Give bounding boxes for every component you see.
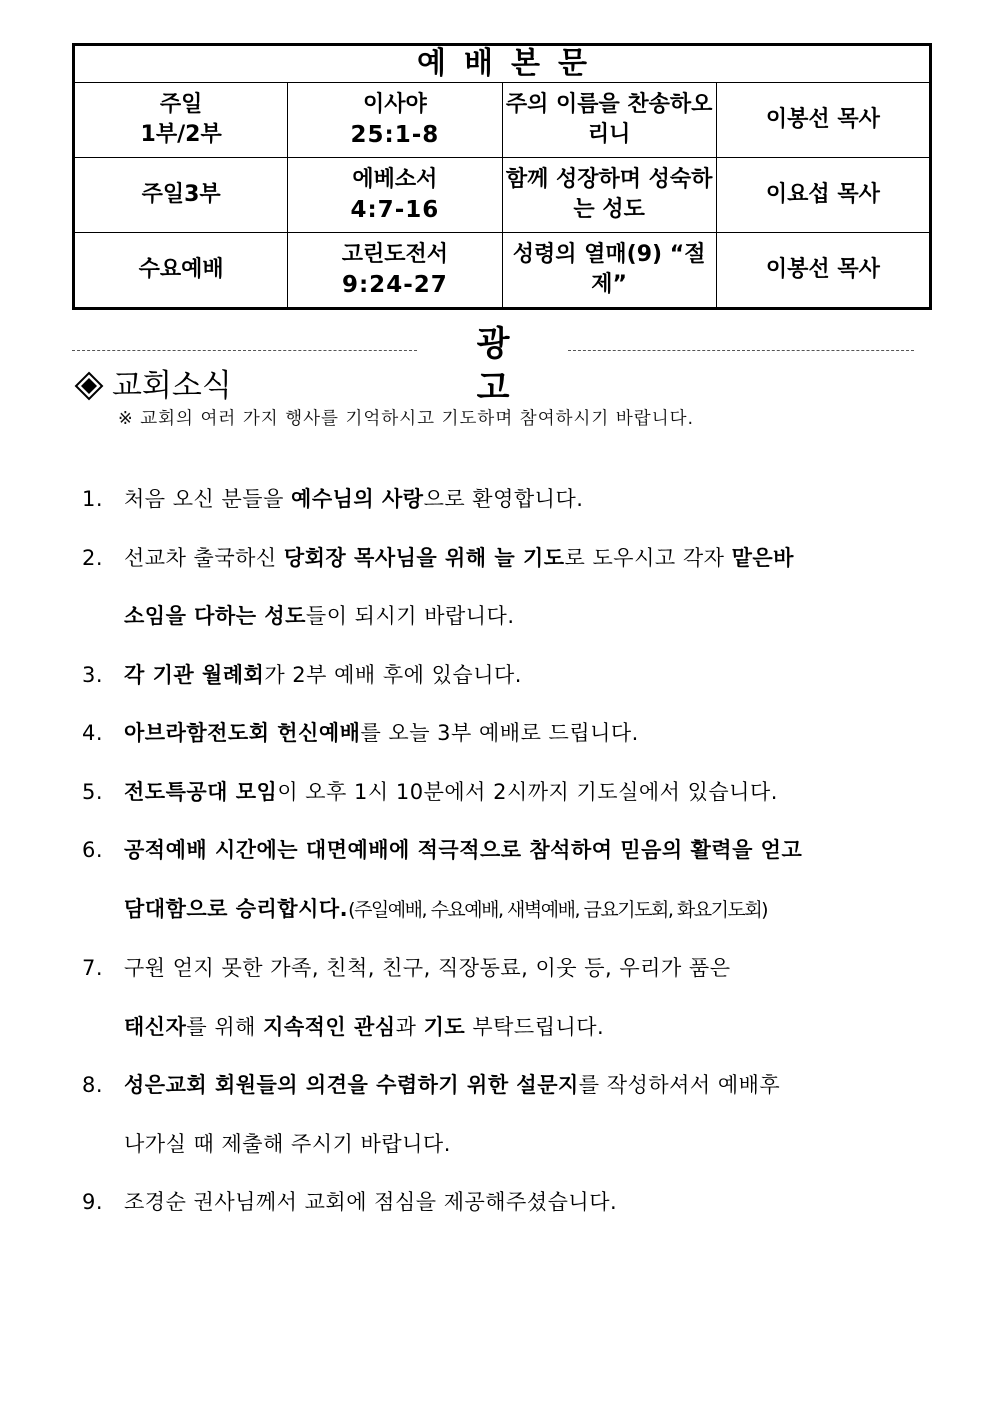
- item-emphasis: 예수님의 사랑: [291, 487, 424, 511]
- item-continuation: [82, 998, 902, 1057]
- item-text: 처음 오신 분들을: [124, 487, 292, 511]
- list-item: [82, 1173, 902, 1232]
- worship-table: [72, 43, 932, 310]
- item-continuation: [82, 880, 902, 940]
- service-cell: [74, 83, 288, 158]
- worship-title: 예배본문: [74, 45, 931, 83]
- worship-row: [74, 233, 931, 309]
- item-text: 이 오후 1시 10분에서 2시까지 기도실에서 있습니다.: [277, 779, 778, 804]
- item-text: 부탁드립니다.: [465, 1014, 605, 1039]
- list-item: [82, 470, 902, 529]
- notice-list: [82, 470, 902, 1232]
- item-text: 로 도우시고 각자: [564, 545, 732, 570]
- sermon-title: 함께 성장하며 성숙하는 성도: [502, 158, 716, 233]
- section-note: ※ 교회의 여러 가지 행사를 기억하시고 기도하며 참여하시기 바랍니다.: [118, 409, 695, 429]
- item-number: 6.: [82, 838, 104, 862]
- item-text: 나가실 때 제출해 주시기 바랍니다.: [124, 1131, 451, 1156]
- item-text: 선교차 출국하신: [124, 545, 284, 570]
- scripture-verse: 9:24-27: [341, 272, 448, 298]
- item-text: 으로 환영합니다.: [423, 487, 584, 511]
- item-emphasis: 기도: [423, 1014, 466, 1039]
- scripture-cell: [288, 158, 502, 233]
- preacher: 이봉선 목사: [716, 233, 930, 309]
- item-emphasis: 전도특공대 모임: [124, 779, 278, 804]
- worship-row: [74, 158, 931, 233]
- item-continuation: [82, 587, 902, 646]
- service-cell: [74, 233, 288, 309]
- list-item: [82, 821, 902, 939]
- service-name: 주일: [159, 92, 203, 117]
- sermon-title: 성령의 열매(9) “절제”: [502, 233, 716, 309]
- item-emphasis: 맡은바: [731, 545, 794, 570]
- item-number: 4.: [82, 721, 104, 745]
- item-number: 8.: [82, 1073, 104, 1097]
- item-text: 과: [395, 1014, 424, 1039]
- section-title: 교회소식: [112, 368, 232, 404]
- diamond-bullet-icon: [74, 371, 104, 401]
- list-item: [82, 704, 902, 763]
- item-emphasis: 태신자: [124, 1014, 187, 1039]
- item-continuation: [82, 1115, 902, 1174]
- list-item: [82, 529, 902, 646]
- item-text: 를 작성하셔서 예배후: [578, 1073, 781, 1097]
- list-item: [82, 1056, 902, 1173]
- scripture-verse: 4:7-16: [350, 197, 440, 223]
- list-item: [82, 646, 902, 705]
- item-emphasis: 공적예배 시간에는 대면예배에 적극적으로 참석하여 믿음의 활력을 얻고: [124, 838, 803, 862]
- item-text: 를 오늘 3부 예배로 드립니다.: [360, 721, 639, 745]
- section-heading: [74, 366, 232, 406]
- service-name: 수요예배: [138, 257, 224, 282]
- item-emphasis: 담대함으로 승리합시다.: [124, 896, 349, 921]
- list-item: [82, 763, 902, 822]
- service-name-sub: 1부/2부: [140, 122, 222, 147]
- ads-title: 광고: [476, 324, 546, 408]
- item-number: 1.: [82, 487, 104, 511]
- scripture-cell: [288, 233, 502, 309]
- scripture-book: 에베소서: [352, 167, 438, 192]
- item-number: 3.: [82, 662, 104, 687]
- scripture-verse: 25:1-8: [350, 122, 440, 148]
- item-text: 구원 얻지 못한 가족, 친척, 친구, 직장동료, 이웃 등, 우리가 품은: [124, 956, 731, 980]
- dashed-divider-right: [568, 350, 914, 351]
- item-emphasis: 당회장 목사님을 위해 늘 기도: [283, 545, 565, 570]
- service-name: 주일3부: [141, 182, 221, 207]
- item-number: 7.: [82, 956, 104, 980]
- sermon-title: 주의 이름을 찬송하오리니: [502, 83, 716, 158]
- preacher: 이요섭 목사: [716, 158, 930, 233]
- item-emphasis: 성은교회 회원들의 의견을 수렴하기 위한 설문지: [124, 1073, 579, 1097]
- item-emphasis: 소임을 다하는 성도: [124, 604, 306, 628]
- dashed-divider-left: [72, 350, 417, 351]
- item-number: 9.: [82, 1190, 104, 1214]
- item-text: 조경순 권사님께서 교회에 점심을 제공해주셨습니다.: [124, 1190, 618, 1214]
- item-emphasis: 아브라함전도회 헌신예배: [124, 721, 361, 745]
- item-text: 가 2부 예배 후에 있습니다.: [264, 662, 522, 687]
- scripture-cell: [288, 83, 502, 158]
- item-text: 를 위해: [186, 1014, 264, 1039]
- item-number: 5.: [82, 779, 104, 804]
- item-emphasis: 각 기관 월례회: [124, 662, 265, 687]
- preacher: 이봉선 목사: [716, 83, 930, 158]
- item-emphasis: 지속적인 관심: [263, 1014, 396, 1039]
- item-number: 2.: [82, 545, 104, 570]
- scripture-book: 이사야: [362, 92, 427, 117]
- scripture-book: 고린도전서: [341, 242, 448, 267]
- list-item: [82, 939, 902, 1056]
- service-cell: [74, 158, 288, 233]
- item-parenthetical: (주일예배, 수요예배, 새벽예배, 금요기도회, 화요기도회): [348, 898, 768, 921]
- worship-row: [74, 83, 931, 158]
- item-text: 들이 되시기 바랍니다.: [305, 604, 515, 628]
